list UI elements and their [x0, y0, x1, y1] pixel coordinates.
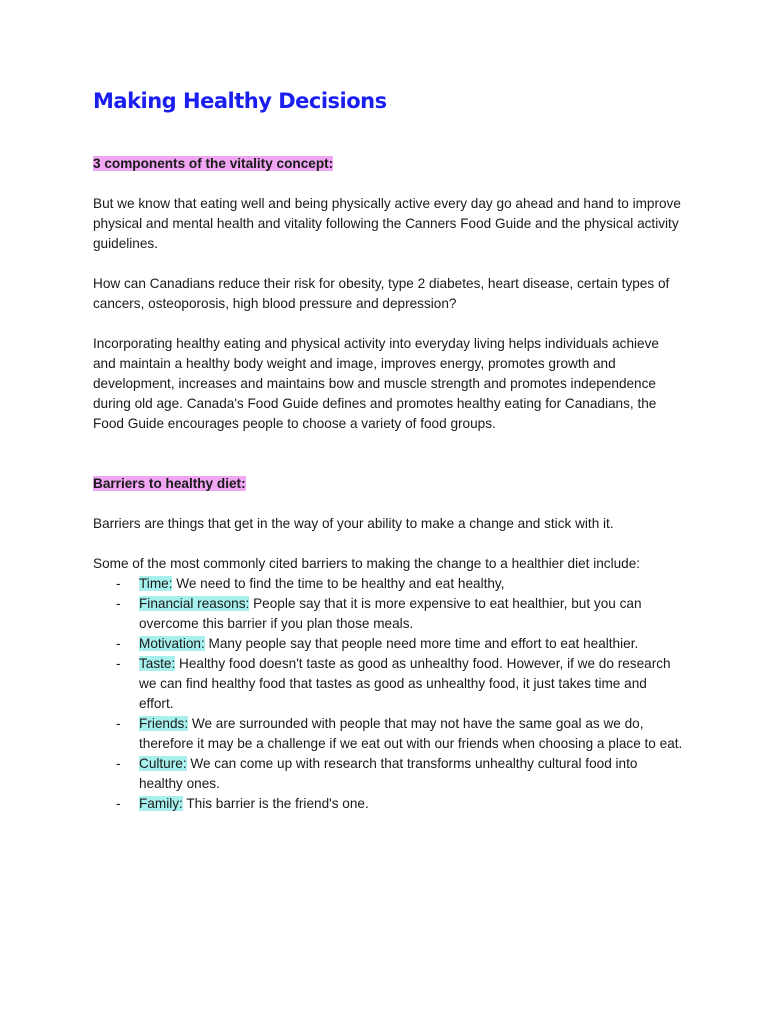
barrier-term: Friends: [139, 716, 189, 731]
bullet-dash: - [116, 756, 121, 771]
barrier-text: Healthy food doesn't taste as good as unhealthy food. However, if we do research we can find healthy food that tastes as good as unhealthy food, it just takes time and effort. [139, 656, 671, 711]
barrier-term: Culture: [139, 756, 187, 771]
bullet-dash: - [116, 596, 121, 611]
bullet-dash: - [116, 656, 121, 671]
list-item-time [93, 574, 683, 594]
paragraph-vitality: But we know that eating well and being physically active every day go ahead and hand to improve physical and mental health and vitality following the Canners Food Guide and the physical activity guidelines. [93, 196, 681, 251]
barrier-text: People say that it is more expensive to eat healthier, but you can overcome this barrier if you plan those meals. [139, 596, 642, 631]
list-item-culture [93, 754, 683, 794]
list-item-taste [93, 654, 683, 714]
barriers-list [93, 574, 683, 814]
barrier-text: We need to find the time to be healthy and eat healthy, [172, 576, 505, 591]
barrier-text: We can come up with research that transforms unhealthy cultural food into healthy ones. [139, 756, 638, 791]
document-page [93, 86, 683, 814]
list-item-family [93, 794, 683, 814]
section-heading-barriers [93, 474, 683, 494]
list-item-friends [93, 714, 683, 754]
barrier-term: Taste: [139, 656, 176, 671]
barrier-term: Motivation: [139, 636, 205, 651]
document-title: Making Healthy Decisions [93, 89, 387, 113]
section-heading-vitality [93, 154, 683, 174]
barrier-term: Financial reasons: [139, 596, 250, 611]
barrier-term: Family: [139, 796, 183, 811]
heading-highlight: 3 components of the vitality concept: [93, 156, 334, 171]
bullet-dash: - [116, 576, 121, 591]
heading-highlight: Barriers to healthy diet: [93, 476, 246, 491]
bullet-dash: - [116, 636, 121, 651]
barrier-text: We are surrounded with people that may not have the same goal as we do, therefore it may be a challenge if we eat out with our friends when choosing a place to eat. [139, 716, 683, 751]
paragraph-barriers-intro: Some of the most commonly cited barriers to making the change to a healthier diet include: [93, 556, 641, 571]
barrier-text: This barrier is the friend's one. [182, 796, 369, 811]
bullet-dash: - [116, 716, 121, 731]
paragraph-barriers-definition: Barriers are things that get in the way of your ability to make a change and stick with it. [93, 516, 614, 531]
barrier-text: Many people say that people need more time and effort to eat healthier. [204, 636, 639, 651]
list-item-financial [93, 594, 683, 634]
barrier-term: Time: [139, 576, 173, 591]
bullet-dash: - [116, 796, 121, 811]
list-item-motivation [93, 634, 683, 654]
paragraph-healthy-living: Incorporating healthy eating and physical activity into everyday living helps individuals achieve and maintain a healthy body weight and image, improves energy, promotes growth and development, increases and maintains bow and muscle strength and promotes independence during old age. Canada's Food Guide defines and promotes healthy eating for Canadians, the Food Guide encourages people to choose a variety of food groups. [93, 336, 659, 431]
paragraph-risk-question: How can Canadians reduce their risk for obesity, type 2 diabetes, heart disease, certain types of cancers, osteoporosis, high blood pressure and depression? [93, 276, 670, 311]
